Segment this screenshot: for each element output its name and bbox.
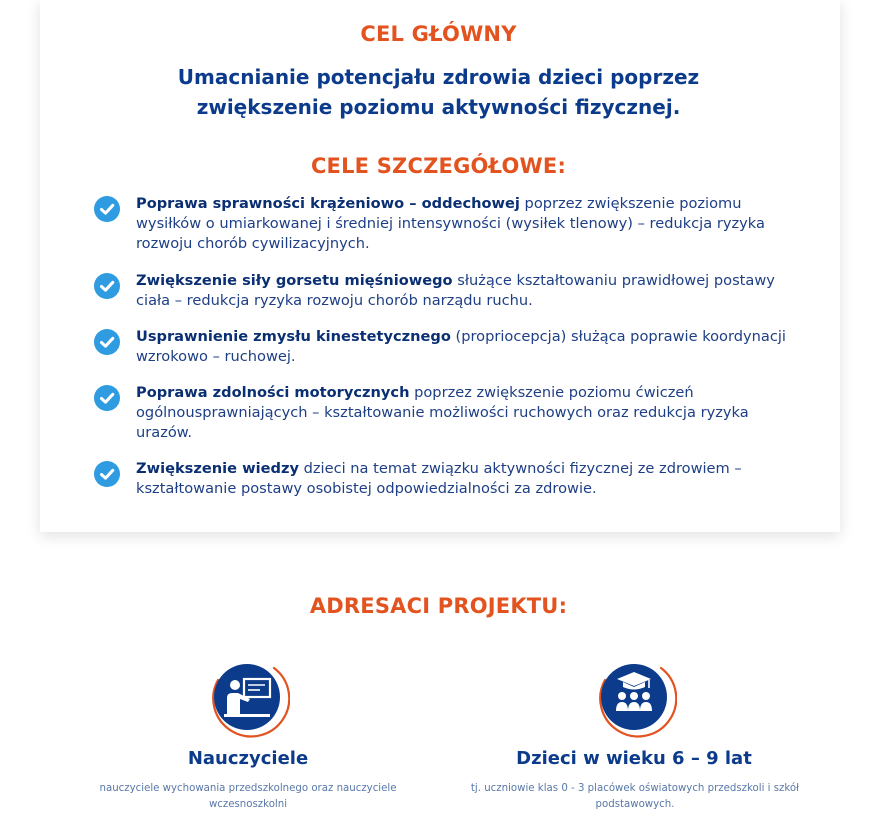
goal-text: dzieci na temat związku aktywności fizycznej ze zdrowiem – kształtowanie postawy osobistej odpowiedzialności za zdrowie. xyxy=(136,460,742,497)
check-circle-icon xyxy=(94,196,120,222)
goal-text: służące kształtowaniu prawidłowej postawy ciała – redukcja ryzyka rozwoju chorób narządu ruchu. xyxy=(136,272,775,309)
check-circle-icon xyxy=(94,385,120,411)
goal-bold: Zwiększenie siły gorsetu mięśniowego xyxy=(136,272,453,289)
goal-item xyxy=(94,271,794,311)
specific-goals-list xyxy=(94,194,794,499)
check-circle-icon xyxy=(94,329,120,355)
main-goal-heading: CEL GŁÓWNY xyxy=(360,22,517,46)
check-circle-icon xyxy=(94,273,120,299)
goal-item xyxy=(94,194,794,254)
goal-item xyxy=(94,383,794,443)
goal-bold: Usprawnienie zmysłu kinestetycznego xyxy=(136,328,451,345)
goal-bold: Poprawa sprawności krążeniowo – oddechowej xyxy=(136,195,520,212)
children-title: Dzieci w wieku 6 – 9 lat xyxy=(516,748,752,769)
specific-goals-heading: CELE SZCZEGÓŁOWE: xyxy=(310,154,567,178)
teacher-icon xyxy=(204,654,290,740)
goal-text: poprzez zwiększenie poziomu wysiłków o umiarkowanej i średniej intensywności (wysiłek tlenowy) – redukcja ryzyka rozwoju chorób cywilizacyjnych. xyxy=(136,195,765,252)
teachers-description: nauczyciele wychowania przedszkolnego oraz nauczyciele wczesnoszkolni xyxy=(99,783,397,810)
teachers-title: Nauczyciele xyxy=(187,748,309,769)
goal-item xyxy=(94,327,794,367)
main-goal-line-1: Umacnianie potencjału zdrowia dzieci poprzez xyxy=(177,65,700,89)
audience-heading: ADRESACI PROJEKTU: xyxy=(309,594,568,618)
main-goal-line-2: zwiększenie poziomu aktywności fizycznej. xyxy=(196,95,681,119)
goal-bold: Zwiększenie wiedzy xyxy=(136,460,299,477)
main-goal-text xyxy=(0,62,877,122)
goal-item xyxy=(94,459,794,499)
check-circle-icon xyxy=(94,461,120,487)
graduation-group-icon xyxy=(591,654,677,740)
goal-text: poprzez zwiększenie poziomu ćwiczeń ogólnousprawniających – kształtowanie możliwości ruchowych oraz redukcja ryzyka urazów. xyxy=(136,384,749,441)
goal-text: (propriocepcja) służąca poprawie koordynacji wzrokowo – ruchowej. xyxy=(136,328,786,365)
children-description: tj. uczniowie klas 0 - 3 placówek oświatowych przedszkoli i szkół podstawowych. xyxy=(470,783,800,810)
goal-bold: Poprawa zdolności motorycznych xyxy=(136,384,410,401)
